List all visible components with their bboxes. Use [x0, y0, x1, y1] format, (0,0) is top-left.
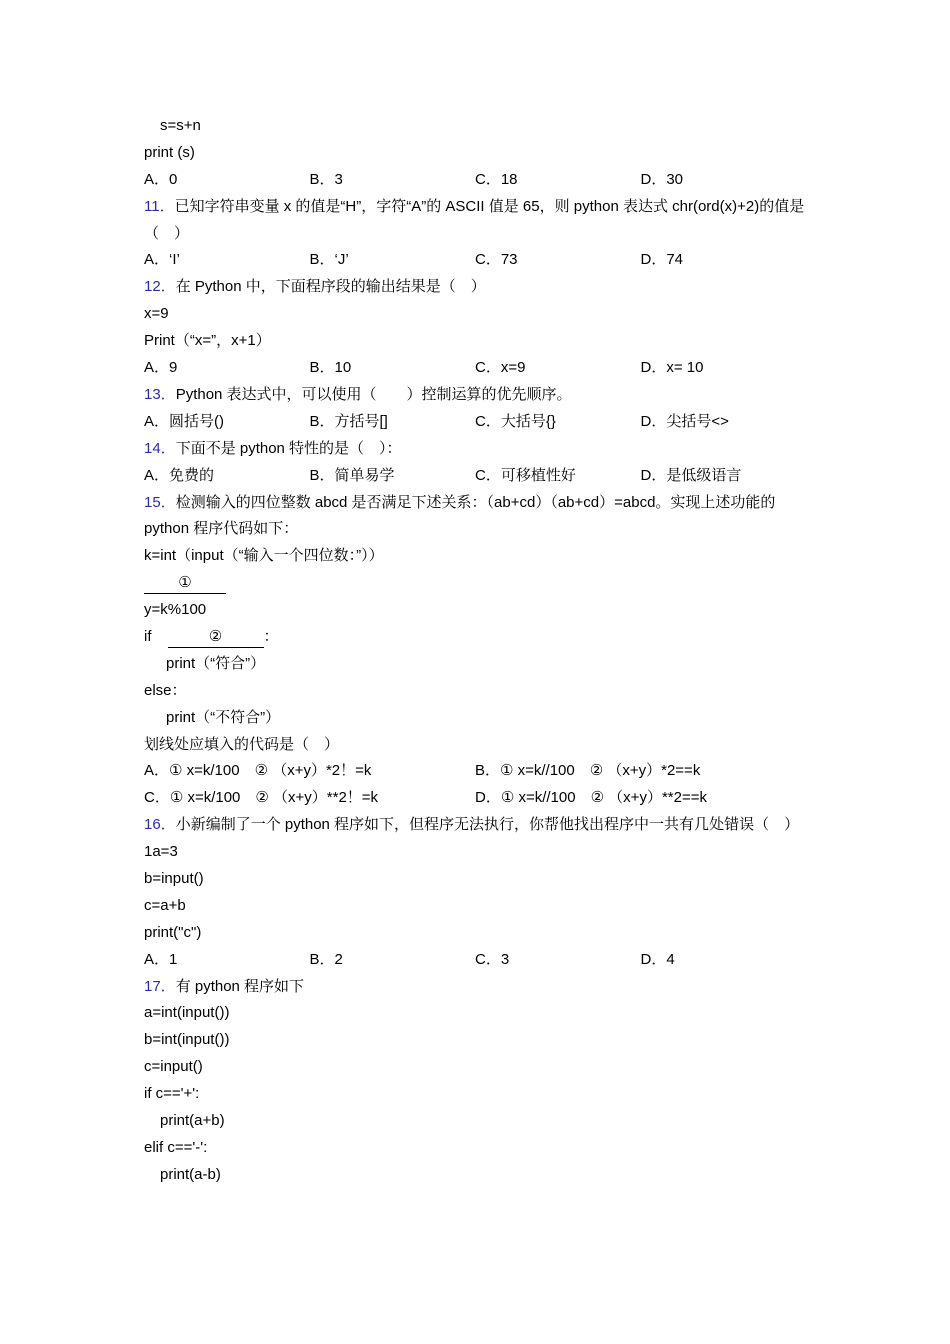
option-d: D．x= 10 [640, 359, 704, 377]
option-b: B．2 [309, 950, 343, 968]
option-c: C．18 [475, 170, 518, 188]
question-prompt: 划线处应填入的代码是（ ） [144, 735, 340, 753]
code-line: print（“不符合”） [166, 708, 281, 726]
question-text: 在 Python 中，下面程序段的输出结果是（ ） [175, 278, 486, 296]
q15-stem [144, 490, 814, 544]
q13-options [144, 409, 814, 436]
option-a: A．圆括号() [144, 412, 224, 430]
code-line: k=int（input（“输入一个四位数：”）） [144, 547, 384, 565]
colon: ： [263, 627, 279, 645]
q15-options-row2 [144, 785, 814, 812]
code-line: s=s+n [160, 117, 201, 134]
option-d: D．74 [640, 251, 684, 269]
option-c: C．x=9 [475, 359, 526, 377]
code-line: if c=='+': [144, 1085, 200, 1103]
q16-options [144, 947, 814, 974]
option-b: B．3 [309, 170, 343, 188]
code-line-blank2 [144, 624, 814, 651]
fill-blank-1: ① [144, 573, 226, 594]
option-a: A．① x=k/100 ② （x+y）*2！=k [144, 762, 372, 780]
question-number: 15． [144, 493, 176, 511]
document-content [144, 113, 814, 1189]
option-b: B．简单易学 [309, 466, 395, 484]
code-line: elif c=='-': [144, 1138, 208, 1156]
question-number: 13． [144, 385, 176, 403]
q12-stem [144, 274, 814, 301]
question-text: 检测输入的四位整数 abcd 是否满足下述关系：（ab+cd）（ab+cd）=abcd。实现上述功能的 python 程序代码如下： [144, 493, 776, 538]
option-a: A．免费的 [144, 466, 215, 484]
option-d: D．30 [640, 170, 684, 188]
q17-stem [144, 974, 814, 1001]
option-d: D．是低级语言 [640, 466, 742, 484]
q14-options [144, 463, 814, 490]
option-c: C．3 [475, 950, 510, 968]
question-text: 已知字符串变量 x 的值是“H”，字符“A”的 ASCII 值是 65，则 python 表达式 chr(ord(x)+2)的值是（ ） [144, 197, 805, 242]
code-line: c=a+b [144, 896, 186, 914]
option-c: C．可移植性好 [475, 466, 576, 484]
question-number: 17． [144, 977, 176, 995]
option-d: D．① x=k//100 ② （x+y）**2==k [475, 789, 707, 807]
code-line: y=k%100 [144, 601, 207, 619]
q10-options [144, 167, 814, 194]
question-text: Python 表达式中，可以使用（ ）控制运算的优先顺序。 [175, 385, 572, 403]
q16-stem [144, 812, 814, 839]
question-number: 11． [144, 197, 175, 215]
option-a: A．1 [144, 950, 178, 968]
code-line-blank1 [144, 570, 814, 597]
code-line: x=9 [144, 305, 169, 323]
q12-options [144, 355, 814, 382]
question-number: 14． [144, 439, 176, 457]
if-keyword: if [144, 627, 152, 645]
code-line: print (s) [144, 143, 195, 161]
option-c: C．大括号{} [475, 412, 556, 430]
option-a: A．9 [144, 359, 178, 377]
option-a: A．‘I’ [144, 251, 180, 269]
question-number: 12． [144, 278, 176, 296]
q13-stem [144, 382, 814, 409]
code-line: b=int(input()) [144, 1031, 230, 1049]
question-number: 16． [144, 816, 176, 834]
code-line: else： [144, 681, 187, 699]
code-line: print("c") [144, 923, 202, 941]
code-line: a=int(input()) [144, 1004, 230, 1022]
code-line: print(a-b) [160, 1165, 221, 1183]
question-text: 有 python 程序如下 [175, 977, 305, 995]
option-b: B．① x=k//100 ② （x+y）*2==k [475, 762, 701, 780]
option-b: B．‘J’ [309, 251, 349, 269]
option-a: A．0 [144, 170, 178, 188]
option-b: B．方括号[] [309, 412, 388, 430]
question-text: 下面不是 python 特性的是（ ）： [175, 439, 402, 457]
question-text: 小新编制了一个 python 程序如下，但程序无法执行，你帮他找出程序中一共有几处错误（ ） [175, 816, 800, 834]
q11-stem [144, 194, 814, 248]
option-b: B．10 [309, 359, 352, 377]
option-c: C．① x=k/100 ② （x+y）**2！=k [144, 789, 379, 807]
code-line: c=input() [144, 1058, 203, 1076]
q11-options [144, 247, 814, 274]
code-line: b=input() [144, 870, 204, 888]
code-line: print(a+b) [160, 1112, 225, 1130]
code-line: Print（“x=”，x+1） [144, 332, 271, 350]
q15-options-row1 [144, 758, 814, 785]
code-line: 1a=3 [144, 843, 178, 861]
code-line: print（“符合”） [166, 654, 266, 672]
option-d: D．尖括号<> [640, 412, 729, 430]
option-d: D．4 [640, 950, 675, 968]
q14-stem [144, 436, 814, 463]
fill-blank-2: ② [168, 627, 264, 648]
option-c: C．73 [475, 251, 518, 269]
